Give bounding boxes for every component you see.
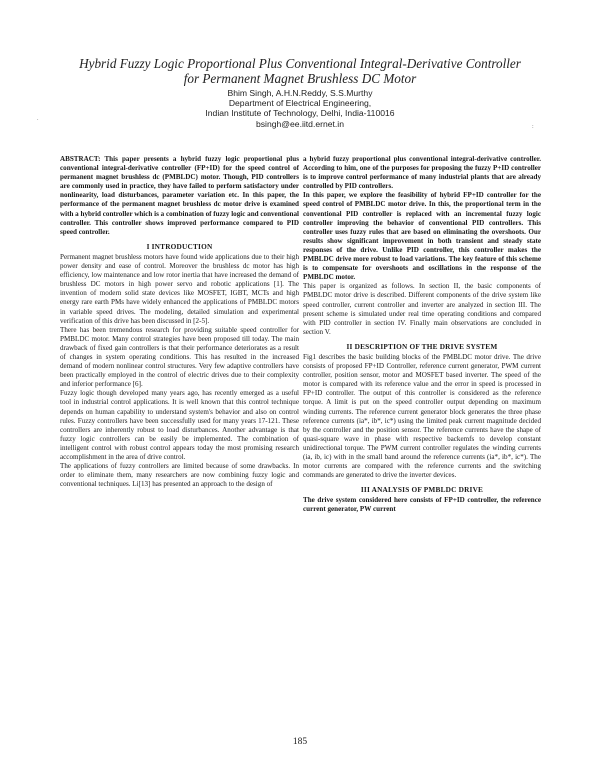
introduction-heading: I INTRODUCTION [146,241,213,251]
page-number: 185 [292,737,308,747]
right-paragraph-2: In this paper, we explore the feasibility of hybrid FP+ID controller for the speed control of PMBLDC motor drive. In this, the proportional term in the conventional PID controller is replaced with an incremental fuzzy logic controller improving the behavior of conventional PID controllers. This controller uses fuzzy rules that are based on eliminating the overshoots. Our results show significant improvement in both transient and steady state responses of the drive. Unlike PID controller, this controller makes the PMBLDC drive more robust to load variations. The key feature of this scheme is to compensate for overshoots and oscillations in the response of the PMBLDC motor. [303,191,541,282]
section-2-heading: II DESCRIPTION OF THE DRIVE SYSTEM [346,341,498,351]
paper-title [40,56,560,86]
section-2-paragraph: Fig1 describes the basic building blocks of the PMBLDC motor drive. The drive consists of proposed FP+ID Controller, reference current generator, PWM current controller, position sensor, motor and MOSFET based inverter. The speed of the motor is compared with its reference value and the error in speed is processed in FP+ID controller. The output of this controller is considered as the reference torque. A limit is put on the speed controller output depending on maximum winding currents. The reference current generator block generates the three phase reference currents (ia*, ib*, ic*) using the limited peak current magnitude decided by the controller and the position sensor. The reference currents have the shape of quasi-square wave in phase with respective backemfs to develop constant unidirectional torque. The PWM current controller regulates the winding currents (ia, ib, ic) with in the small band around the reference currents (ia*, ib*, ic*). The motor currents are compared with the reference currents and the switching commands are generated to drive the inverter devices. [303,352,541,480]
intro-paragraph-1: Permanent magnet brushless motors have found wide applications due to their high power density and ease of control. Moreover the brushless dc motor has high efficiency, low maintenance and low rotor inertia that have increased the demand of brushless DC motors in high power servo and robotic applications [1]. The invention of modern solid state devices like MOSFET, IGBT, MCTs and high energy rare earth PMs have widely enhanced the applications of PMBLDC motors in variable speed drives. The modeling, detailed simulation and experimental verification of this drive has been discussed in [2-5]. [60,252,299,325]
right-column [303,155,541,515]
left-column [60,155,299,489]
intro-paragraph-3: Fuzzy logic though developed many years ago, has recently emerged as a useful tool in industrial control applications. It is well known that this control technique depends on human capability to understand system's behavior and also on control rules. Fuzzy controllers have been successfully used for many years 17-121. These controllers are inherently robust to load disturbances. Another advantage is that fuzzy logic controllers can be easily be implemented. The combination of intelligent control with robust control appears today the most promising research accomplishment in the area of drive control. [60,389,299,461]
author-email: bsingh@ee.iitd.ernet.in [255,118,345,129]
intro-paragraph-2: There has been tremendous research for providing suitable speed controller for PMBLDC motor. Many control strategies have been proposed till today. The main drawback of fixed gain controllers is that their performance deteriorates as a result of changes in system operating conditions. This has resulted in the increased demand of modern nonlinear control structures. Very few adaptive controllers have been practically employed in the control of electric drives due to their complexity and inferior performance [6]. [60,325,299,389]
author-names: Bhim Singh, A.H.N.Reddy, S.S.Murthy [227,88,373,98]
section-3-heading: III ANALYSIS OF PMBLDC DRIVE [360,485,484,495]
section-3-paragraph: The drive system considered here consists of FP+ID controller, the reference current generator, PW current [303,496,541,514]
right-paragraph-3: This paper is organized as follows. In section II, the basic components of PMBLDC motor drive is described. Different components of the drive system like speed controller, current controller and inverter are analyzed in section III. The present scheme is simulated under real time operating conditions and compared with PID controller in section IV. Finally main observations are concluded in section V. [303,282,541,336]
author-institute: Indian Institute of Technology, Delhi, India-110016 [205,108,395,119]
intro-paragraph-4: The applications of fuzzy controllers are limited because of some drawbacks. In order to eliminate them, many researchers are now combining fuzzy logic and conventional techniques. Li[13] has presented an approach to the design of [60,462,299,489]
title-line-1: Hybrid Fuzzy Logic Proportional Plus Conventional Integral-Derivative Controller [79,56,521,71]
author-block [160,88,440,129]
title-line-2: for Permanent Magnet Brushless DC Motor [183,71,417,86]
scan-mark: . [37,116,39,122]
author-department: Department of Electrical Engineering, [228,98,372,109]
scan-mark: : [532,124,534,130]
right-paragraph-1: a hybrid fuzzy proportional plus conventional integral-derivative controller. According to him, one of the purposes for proposing the fuzzy P+ID controller is to improve control performance of many industrial plants that are already controlled by PID controllers. [303,155,541,191]
abstract: ABSTRACT: This paper presents a hybrid fuzzy logic proportional plus conventional integral-derivative controller (FP+ID) for the speed control of permanent magnet brushless dc (PMBLDC) motor. Though, PID controllers are commonly used in practice, they have failed to perform satisfactory under nonlinearity, load disturbances, parameter variation etc. In this paper, the performance of the permanent magnet brushless dc motor drive is examined with a hybrid controller which is a combination of fuzzy logic and conventional controller. This controller shows improved performance compared to PID speed controller. [60,155,299,236]
